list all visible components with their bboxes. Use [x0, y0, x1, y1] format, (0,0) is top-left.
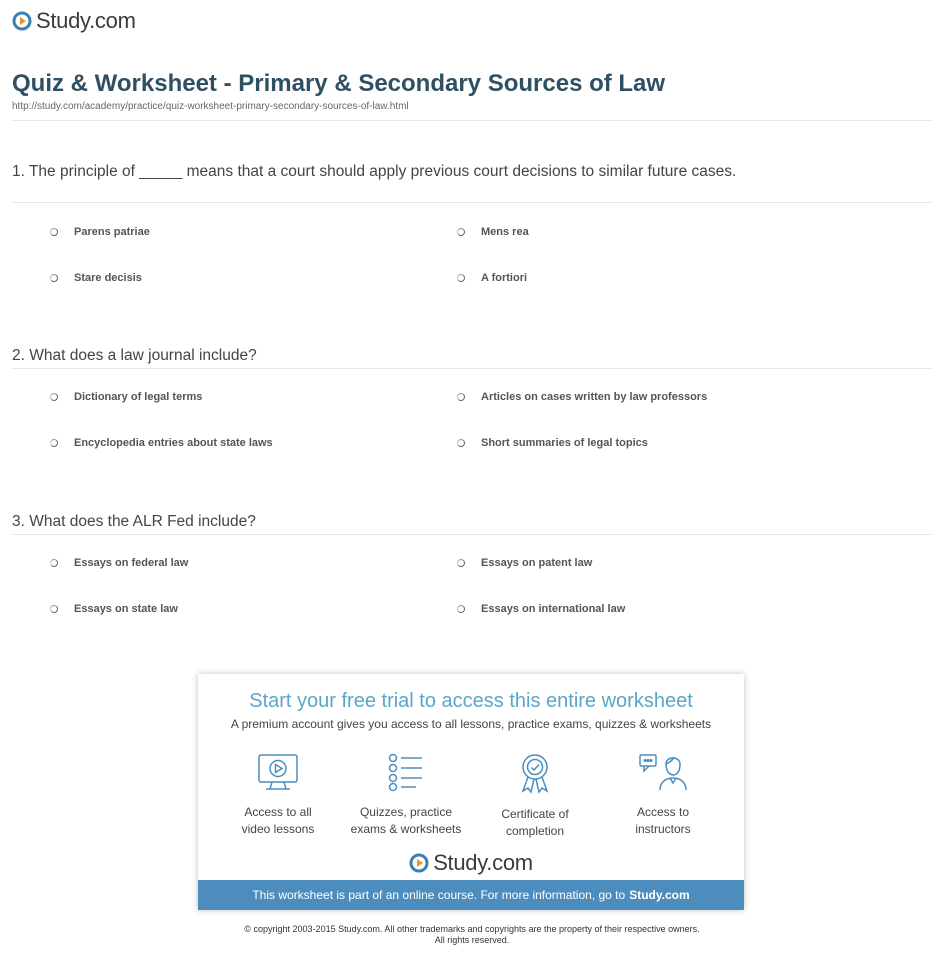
feature-label-line: Certificate of — [501, 807, 569, 821]
instructor-icon — [638, 752, 688, 792]
answer-label: Essays on state law — [74, 603, 178, 615]
radio-button[interactable] — [50, 439, 58, 447]
free-trial-promo — [198, 674, 744, 910]
radio-button[interactable] — [457, 274, 465, 282]
feature-video-lessons — [213, 752, 343, 838]
page-title: Quiz & Worksheet - Primary & Secondary Sources of Law — [12, 70, 666, 97]
video-monitor-icon — [256, 752, 300, 792]
radio-button[interactable] — [50, 393, 58, 401]
answer-option[interactable] — [50, 272, 142, 284]
copyright-line: All rights reserved. — [434, 935, 510, 945]
copyright-line: © copyright 2003-2015 Study.com. All other trademarks and copyrights are the property of their respective owners. — [244, 924, 700, 934]
page-url: http://study.com/academy/practice/quiz-worksheet-primary-secondary-sources-of-law.html — [12, 101, 409, 112]
question-1: 1. The principle of _____ means that a court should apply previous court decisions to similar future cases. — [12, 163, 737, 180]
answer-label: Essays on international law — [481, 603, 626, 615]
feature-label-line: Quizzes, practice — [359, 805, 453, 819]
answer-label: Parens patriae — [74, 226, 150, 238]
answer-option[interactable] — [457, 272, 527, 284]
answer-option[interactable] — [457, 557, 592, 569]
answer-label: Stare decisis — [74, 272, 142, 284]
radio-button[interactable] — [457, 559, 465, 567]
divider — [12, 368, 932, 369]
certificate-ribbon-icon — [513, 752, 557, 794]
radio-button[interactable] — [50, 274, 58, 282]
feature-label-line: Access to all — [244, 805, 312, 819]
promo-study-logo[interactable] — [198, 850, 744, 876]
checklist-icon — [384, 752, 428, 792]
feature-label-line: exams & worksheets — [350, 822, 462, 836]
answer-label: Essays on patent law — [481, 557, 593, 569]
radio-button[interactable] — [50, 228, 58, 236]
feature-certificate — [470, 752, 600, 840]
play-circle-icon — [12, 11, 32, 31]
logo-text: Study.com — [433, 850, 533, 875]
radio-button[interactable] — [50, 559, 58, 567]
answer-label: Articles on cases written by law professors — [481, 391, 708, 403]
divider — [12, 120, 932, 121]
course-info-text: This worksheet is part of an online course. For more information, go to — [252, 888, 626, 902]
answer-label: Essays on federal law — [74, 557, 189, 569]
divider — [12, 534, 932, 535]
feature-label-line: Access to — [636, 805, 690, 819]
radio-button[interactable] — [457, 439, 465, 447]
radio-button[interactable] — [457, 393, 465, 401]
feature-label-line: completion — [505, 824, 565, 838]
answer-option[interactable] — [457, 437, 648, 449]
play-circle-icon — [409, 853, 429, 873]
answer-option[interactable] — [50, 557, 188, 569]
answer-option[interactable] — [50, 391, 202, 403]
answer-option[interactable] — [50, 226, 150, 238]
study-com-link[interactable]: Study.com — [629, 888, 690, 902]
answer-option[interactable] — [457, 391, 707, 403]
radio-button[interactable] — [457, 228, 465, 236]
feature-label-line: video lessons — [241, 822, 315, 836]
copyright — [0, 924, 944, 946]
divider — [12, 202, 932, 203]
answer-option[interactable] — [457, 226, 529, 238]
answer-label: Dictionary of legal terms — [74, 391, 203, 403]
question-3: 3. What does the ALR Fed include? — [12, 513, 256, 530]
answer-label: Mens rea — [481, 226, 529, 238]
radio-button[interactable] — [50, 605, 58, 613]
feature-label-line: instructors — [635, 822, 691, 836]
answer-label: Short summaries of legal topics — [481, 437, 648, 449]
logo-text: Study.com — [36, 8, 136, 33]
study-logo[interactable] — [12, 8, 136, 34]
course-info-bar — [198, 880, 744, 910]
promo-title[interactable]: Start your free trial to access this entire worksheet — [249, 690, 693, 712]
answer-option[interactable] — [457, 603, 625, 615]
answer-label: A fortiori — [481, 272, 528, 284]
promo-subtitle: A premium account gives you access to all lessons, practice exams, quizzes & worksheets — [230, 717, 712, 731]
radio-button[interactable] — [457, 605, 465, 613]
answer-label: Encyclopedia entries about state laws — [74, 437, 273, 449]
feature-quizzes — [341, 752, 471, 838]
answer-option[interactable] — [50, 437, 273, 449]
feature-instructors — [598, 752, 728, 838]
answer-option[interactable] — [50, 603, 178, 615]
question-2: 2. What does a law journal include? — [12, 347, 257, 364]
